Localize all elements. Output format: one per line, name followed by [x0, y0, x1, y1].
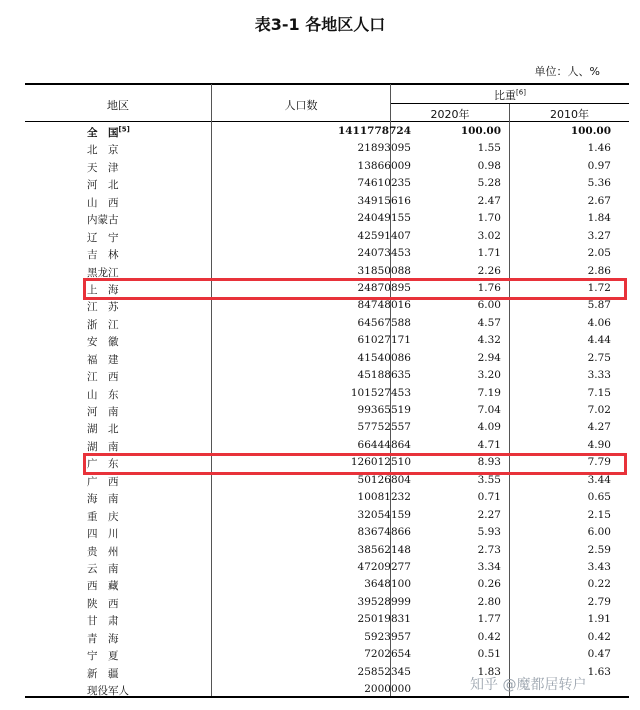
table-row [25, 193, 629, 210]
region-cell [87, 247, 167, 262]
population-cell: 32054159 [357, 508, 411, 521]
table-row [25, 576, 629, 593]
share-2010-cell: 2.15 [587, 508, 611, 521]
share-2020-cell: 6.00 [477, 299, 501, 312]
region-name: 天 津 [87, 161, 119, 174]
region-cell [87, 317, 167, 332]
share-2010-cell: 6.00 [587, 526, 611, 539]
region-name: 山 西 [87, 196, 119, 209]
share-2020-cell: 2.94 [477, 351, 501, 364]
share-2020-cell: 2.27 [477, 508, 501, 521]
share-2010-cell: 3.44 [587, 473, 611, 486]
region-cell [87, 334, 167, 349]
header-2020: 2020年 [430, 108, 470, 121]
table-title: 表3-1 各地区人口 [254, 15, 386, 34]
region-name: 现役军人 [87, 685, 129, 697]
share-2010-cell: 3.33 [587, 369, 611, 382]
share-2010-cell: 0.65 [587, 491, 611, 504]
share-2020-cell: 1.55 [477, 142, 501, 155]
share-2010-cell: 0.22 [587, 578, 611, 591]
region-name: 云 南 [87, 562, 119, 575]
population-cell: 25019831 [357, 613, 411, 626]
region-name: 北 京 [87, 144, 119, 157]
region-name: 江 苏 [87, 301, 119, 314]
region-cell [87, 125, 167, 140]
population-cell: 42591407 [357, 229, 411, 242]
population-cell: 31850088 [357, 264, 411, 277]
population-cell: 101527453 [350, 386, 411, 399]
highlight-box-shanghai [83, 278, 627, 300]
header-region: 地区 [107, 99, 129, 112]
share-2010-cell: 1.72 [587, 281, 611, 294]
population-cell: 13866009 [357, 159, 411, 172]
table-row [25, 559, 629, 576]
share-2020-cell: 7.19 [477, 386, 501, 399]
share-2020-cell: 0.51 [477, 648, 501, 661]
population-cell: 61027171 [357, 334, 411, 347]
share-2020-cell: 1.77 [477, 613, 501, 626]
population-cell: 39528999 [357, 595, 411, 608]
population-cell: 10081232 [357, 491, 411, 504]
share-2020-cell: 2.26 [477, 264, 501, 277]
region-name: 江 西 [87, 371, 119, 384]
region-cell [87, 578, 167, 593]
share-2010-cell: 7.02 [587, 404, 611, 416]
region-cell [87, 421, 167, 436]
header-share [391, 87, 629, 103]
share-2010-cell: 3.43 [587, 560, 611, 573]
region-cell [87, 683, 167, 698]
region-name: 安 徽 [87, 336, 119, 349]
table-row [25, 367, 629, 384]
table-row [25, 245, 629, 262]
region-name: 内蒙古 [87, 214, 119, 227]
share-2010-cell: 100.00 [570, 125, 611, 137]
table-row [25, 350, 629, 367]
region-cell [87, 631, 167, 646]
population-cell: 5923957 [364, 630, 411, 643]
share-2010-cell: 2.05 [587, 247, 611, 260]
table-row [25, 228, 629, 245]
table-row [25, 385, 629, 402]
table-row [25, 437, 629, 454]
population-cell: 45188635 [357, 369, 411, 382]
unit-label: 单位：人、% [534, 65, 600, 78]
region-cell [87, 491, 167, 506]
region-cell [87, 561, 167, 576]
share-2010-cell: 4.90 [587, 438, 611, 451]
population-cell: 21893095 [357, 142, 411, 155]
region-name: 青 海 [87, 632, 119, 645]
region-cell [87, 404, 167, 419]
table-row [25, 332, 629, 349]
region-name: 山 东 [87, 388, 119, 401]
table-row [25, 507, 629, 524]
share-2020-cell: 4.09 [477, 421, 501, 434]
population-cell: 24073453 [357, 247, 411, 260]
share-2020-cell: 1.76 [477, 281, 501, 294]
region-cell [87, 299, 167, 314]
region-cell [87, 509, 167, 524]
region-name: 湖 南 [87, 440, 119, 453]
population-cell: 50126804 [357, 473, 411, 486]
region-name: 福 建 [87, 353, 119, 366]
share-2020-cell: 0.98 [477, 159, 501, 172]
region-name: 全 国 [87, 127, 119, 139]
share-2010-cell: 5.87 [587, 299, 611, 312]
region-name: 广 东 [87, 458, 119, 471]
share-2010-cell: 0.42 [587, 630, 611, 643]
table-row [25, 123, 629, 140]
population-cell: 24049155 [357, 212, 411, 225]
region-name: 新 疆 [87, 667, 119, 680]
population-cell: 57752557 [357, 421, 411, 434]
share-2010-cell: 3.27 [587, 229, 611, 242]
region-name: 吉 林 [87, 249, 119, 262]
region-name: 贵 州 [87, 545, 119, 558]
share-2020-cell: 2.47 [477, 194, 501, 207]
share-2020-cell: 100.00 [460, 125, 501, 137]
table-row [25, 140, 629, 157]
region-cell [87, 544, 167, 559]
table-row [25, 175, 629, 192]
population-cell: 7202654 [364, 648, 411, 661]
region-cell [87, 439, 167, 454]
table-row [25, 419, 629, 436]
region-cell [87, 212, 167, 227]
share-2020-cell: 0.26 [477, 578, 501, 591]
share-2020-cell: 4.57 [477, 316, 501, 329]
population-cell: 24870895 [357, 281, 411, 294]
share-2020-cell: 1.71 [477, 247, 501, 260]
share-2010-cell: 4.27 [587, 421, 611, 434]
region-name: 陕 西 [87, 597, 119, 610]
share-2010-cell: 4.44 [587, 334, 611, 347]
share-2010-cell: 2.67 [587, 194, 611, 207]
population-cell: 2000000 [364, 683, 411, 695]
population-cell: 66444864 [357, 438, 411, 451]
share-2010-cell: 4.06 [587, 316, 611, 329]
share-2020-cell: 2.73 [477, 543, 501, 556]
share-2010-cell: 2.59 [587, 543, 611, 556]
watermark: 知乎 @魔都居转户 [470, 677, 587, 693]
population-cell: 99365519 [357, 404, 411, 416]
share-2020-cell: 1.83 [477, 665, 501, 678]
share-2010-cell: 2.79 [587, 595, 611, 608]
region-cell [87, 613, 167, 628]
share-2020-cell: 0.42 [477, 630, 501, 643]
share-2010-cell: 1.63 [587, 665, 611, 678]
share-2020-cell: 0.71 [477, 491, 501, 504]
share-2020-cell: 8.93 [477, 456, 501, 469]
region-cell [87, 369, 167, 384]
region-cell [87, 526, 167, 541]
region-cell [87, 648, 167, 663]
table-row [25, 489, 629, 506]
region-cell [87, 160, 167, 175]
region-name: 广 西 [87, 475, 119, 488]
region-name: 浙 江 [87, 318, 119, 331]
region-cell [87, 596, 167, 611]
share-2020-cell: 4.32 [477, 334, 501, 347]
population-cell: 64567588 [357, 316, 411, 329]
region-cell [87, 666, 167, 681]
highlight-box-guangdong [83, 453, 627, 475]
share-2010-cell: 2.86 [587, 264, 611, 277]
share-2010-cell: 7.15 [587, 386, 611, 399]
share-2020-cell: 4.71 [477, 438, 501, 451]
region-cell [87, 230, 167, 245]
table-row [25, 158, 629, 175]
share-2010-cell: 7.79 [587, 456, 611, 469]
region-name: 宁 夏 [87, 650, 119, 663]
region-name: 四 川 [87, 528, 119, 541]
population-cell: 47209277 [357, 560, 411, 573]
region-name: 重 庆 [87, 510, 119, 523]
table-row [25, 542, 629, 559]
population-cell: 83674866 [357, 526, 411, 539]
region-cell [87, 387, 167, 402]
table-row [25, 646, 629, 663]
share-2010-cell: 1.84 [587, 212, 611, 225]
share-2010-cell: 1.46 [587, 142, 611, 155]
region-name: 辽 宁 [87, 231, 119, 244]
share-2020-cell: 3.34 [477, 560, 501, 573]
header-share-note: [6] [516, 88, 526, 97]
header-population: 人口数 [284, 99, 318, 112]
population-cell: 34915616 [357, 194, 411, 207]
population-cell: 38562148 [357, 543, 411, 556]
share-2020-cell: 5.28 [477, 177, 501, 190]
region-name: 海 南 [87, 493, 119, 506]
share-2020-cell: 5.93 [477, 526, 501, 539]
share-sub-rule [391, 103, 629, 104]
share-2010-cell: 2.75 [587, 351, 611, 364]
population-cell: 74610235 [357, 177, 411, 190]
share-2010-cell: 5.36 [587, 177, 611, 190]
top-rule [25, 83, 629, 85]
table-row [25, 315, 629, 332]
population-cell: 3648100 [364, 578, 411, 591]
share-2020-cell: 2.80 [477, 595, 501, 608]
table-row [25, 402, 629, 419]
share-2020-cell: 3.20 [477, 369, 501, 382]
table-body [25, 123, 629, 698]
region-name: 甘 肃 [87, 615, 119, 628]
region-cell [87, 474, 167, 489]
region-name: 河 南 [87, 406, 119, 418]
population-cell: 126012510 [350, 456, 411, 469]
population-cell: 84748016 [357, 299, 411, 312]
table-row [25, 210, 629, 227]
table-row [25, 594, 629, 611]
region-name: 湖 北 [87, 423, 119, 436]
share-2010-cell: 0.47 [587, 648, 611, 661]
share-2020-cell: 1.70 [477, 212, 501, 225]
population-cell: 1411778724 [337, 125, 411, 137]
header-2010: 2010年 [550, 108, 589, 121]
table-row [25, 524, 629, 541]
share-2020-cell: 3.02 [477, 229, 501, 242]
share-2020-cell: 3.55 [477, 473, 501, 486]
share-2010-cell: 1.91 [587, 613, 611, 626]
region-cell [87, 352, 167, 367]
region-name: 黑龙江 [87, 266, 119, 279]
region-name: 上 海 [87, 283, 119, 296]
table-row [25, 611, 629, 628]
region-name: 河 北 [87, 179, 119, 192]
region-name: 西 藏 [87, 580, 119, 593]
region-cell [87, 195, 167, 210]
population-cell: 41540086 [357, 351, 411, 364]
share-2020-cell: 7.04 [477, 404, 501, 416]
share-2010-cell: 0.97 [587, 159, 611, 172]
table-row [25, 629, 629, 646]
region-cell [87, 177, 167, 192]
region-cell [87, 142, 167, 157]
population-cell: 25852345 [357, 665, 411, 678]
header-share-label: 比重 [494, 89, 517, 102]
region-note: [5] [118, 125, 130, 134]
